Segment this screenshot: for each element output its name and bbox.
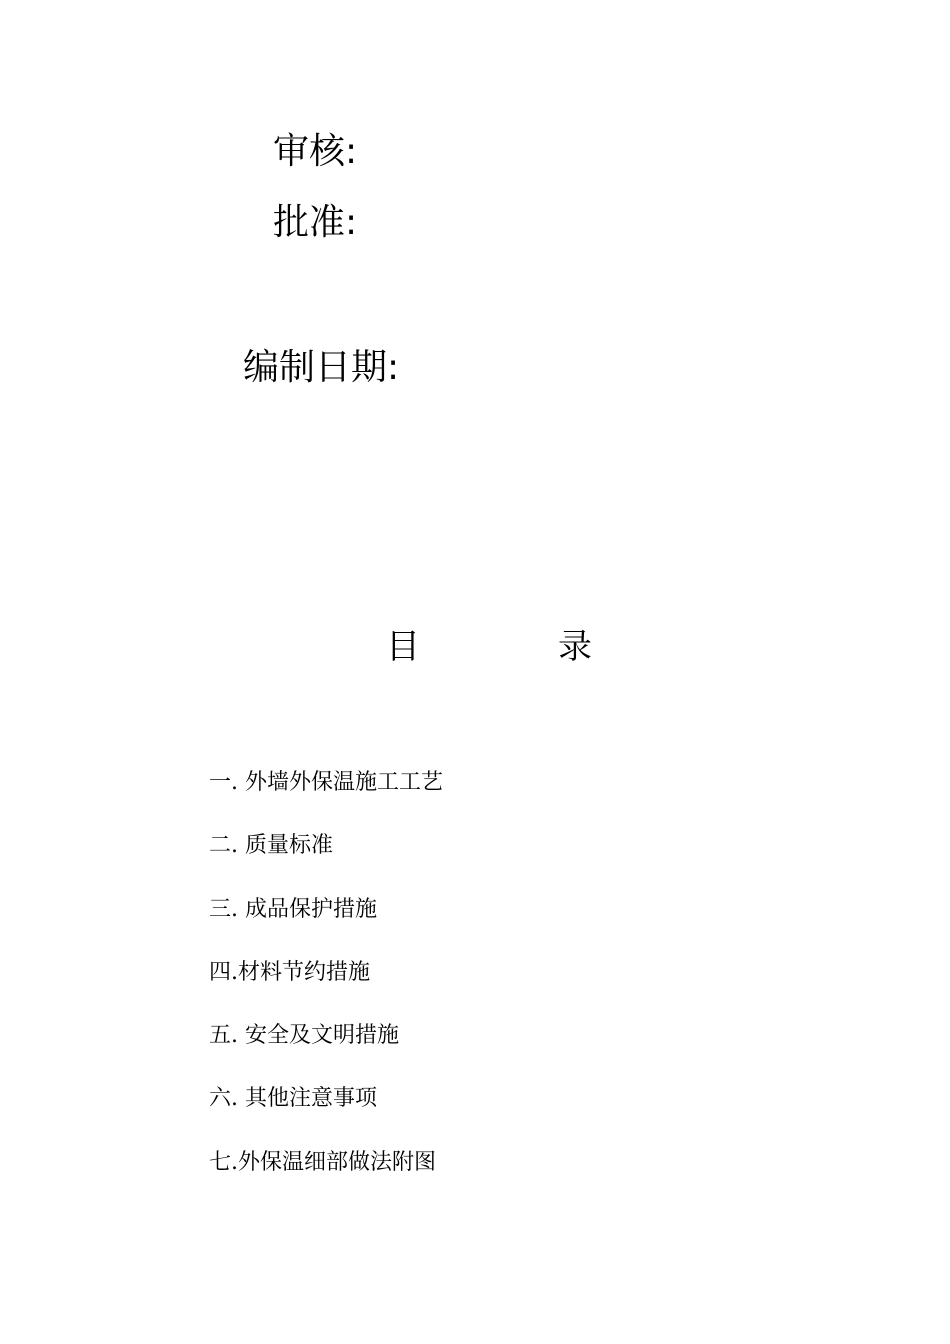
toc-item-safety-civilization: 五. 安全及文明措施 [209,1023,399,1049]
approve-label: 批准: [273,202,358,243]
toc-item-material-saving: 四.材料节约措施 [209,959,370,985]
toc-heading [0,627,950,670]
toc-item-finished-product-protection: 三. 成品保护措施 [209,896,377,922]
toc-item-other-notes: 六. 其他注意事项 [209,1086,377,1112]
toc-heading-char-1: 目 [386,627,420,667]
toc-item-quality-standards: 二. 质量标准 [209,833,333,859]
compile-date-label: 编制日期: [243,347,400,388]
table-of-contents [209,772,443,1215]
toc-item-detail-drawings: 七.外保温细部做法附图 [209,1149,436,1175]
review-label: 审核: [273,131,358,172]
toc-heading-char-2: 录 [558,627,592,667]
toc-item-exterior-insulation-process: 一. 外墙外保温施工工艺 [209,770,443,795]
